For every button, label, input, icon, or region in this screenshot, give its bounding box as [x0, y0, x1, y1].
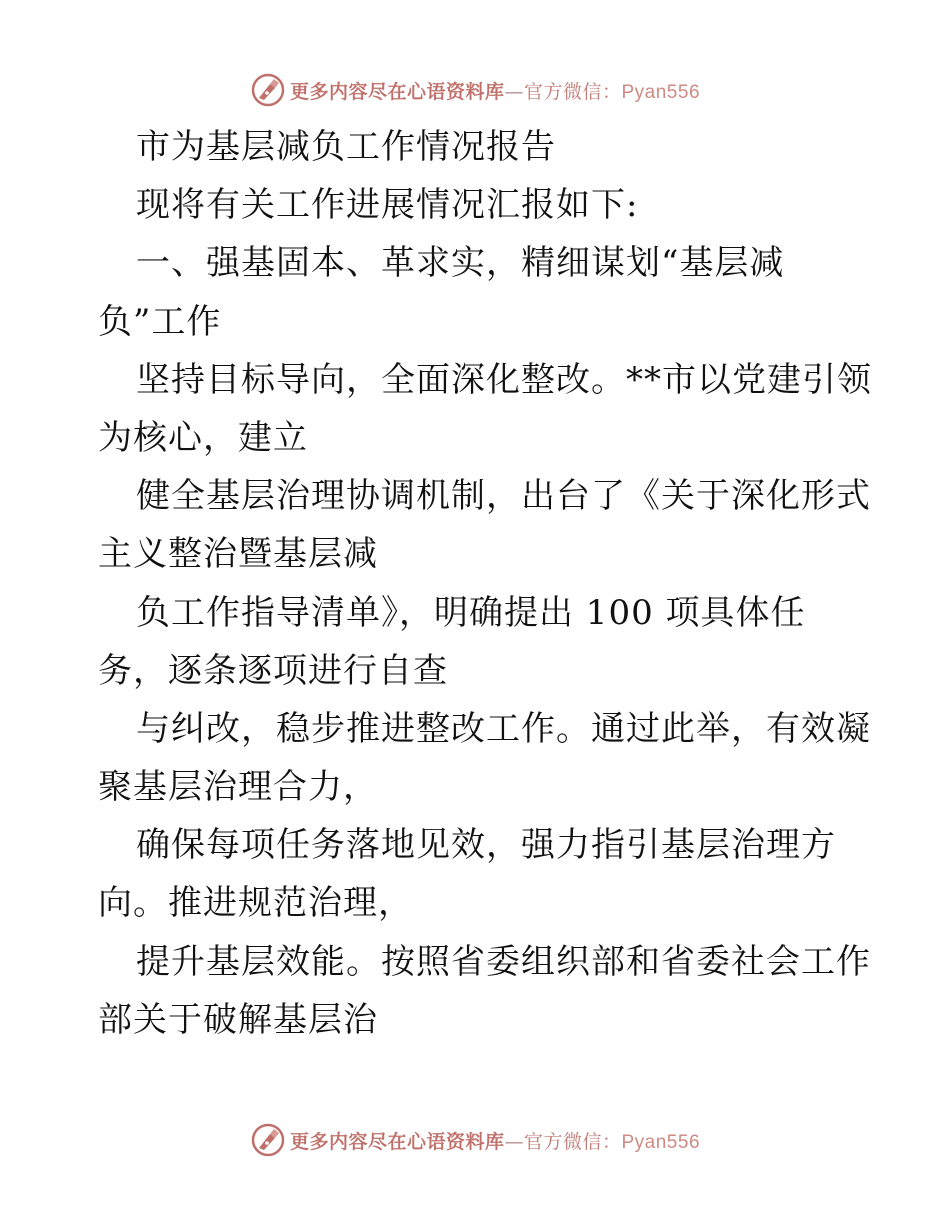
pen-nib-logo-icon — [250, 1122, 286, 1158]
paragraph-line: 为核心，建立 — [98, 417, 308, 458]
document-title-line: 市为基层减负工作情况报告 — [136, 127, 556, 167]
paragraph-line: 坚持目标导向，全面深化整改。**市以党建引领 — [136, 359, 872, 400]
watermark-id: Pyan556 — [621, 81, 701, 103]
paragraph-line: 提升基层效能。按照省委组织部和省委社会工作 — [136, 941, 871, 982]
paragraph-line: 确保每项任务落地见效，强力指引基层治理方 — [136, 825, 836, 866]
header-watermark — [0, 70, 950, 110]
section-heading-line: 负”工作 — [98, 301, 222, 342]
paragraph-line: 负工作指导清单》，明确提出 100 项具体任 — [136, 592, 806, 633]
paragraph-line: 主义整治暨基层减 — [98, 534, 378, 575]
watermark-main: 更多内容尽在心语资料库 — [289, 1130, 505, 1153]
paragraph-line: 务，逐条逐项进行自查 — [98, 650, 448, 691]
watermark-main: 更多内容尽在心语资料库 — [289, 80, 505, 103]
section-heading-line: 一、强基固本、革求实，精细谋划“基层减 — [136, 243, 785, 284]
pen-nib-logo-icon — [250, 72, 286, 108]
watermark-id: Pyan556 — [621, 1131, 701, 1153]
watermark-text — [290, 1127, 700, 1154]
footer-watermark — [0, 1120, 950, 1160]
paragraph-line: 聚基层治理合力， — [98, 767, 378, 808]
watermark-text — [290, 77, 700, 104]
paragraph-line: 现将有关工作进展情况汇报如下: — [136, 185, 639, 226]
watermark-sub: 官方微信： — [523, 1130, 622, 1153]
watermark-dash: — — [504, 80, 524, 103]
paragraph-line: 健全基层治理协调机制，出台了《关于深化形式 — [136, 476, 871, 517]
watermark-sub: 官方微信： — [523, 80, 622, 103]
paragraph-line: 部关于破解基层治 — [98, 999, 378, 1040]
paragraph-line: 向。推进规范治理， — [98, 883, 413, 924]
paragraph-line: 与纠改，稳步推进整改工作。通过此举，有效凝 — [136, 708, 871, 749]
watermark-dash: — — [504, 1130, 524, 1153]
document-body — [98, 118, 872, 1049]
